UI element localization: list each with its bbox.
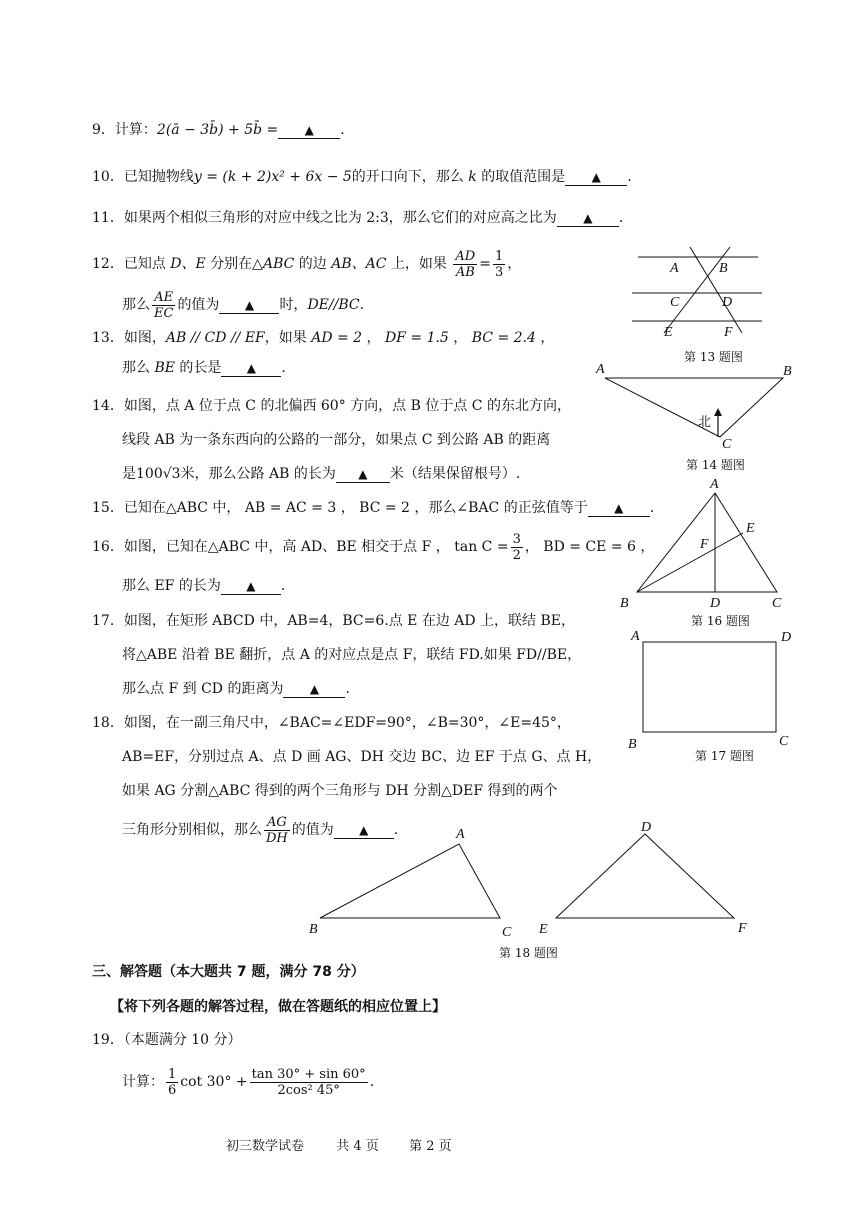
label-e: E: [746, 521, 755, 536]
label-a: A: [596, 362, 605, 377]
figure-18-caption: 第 18 题图: [499, 946, 558, 960]
label-d: D: [710, 596, 721, 611]
question-number: 15．: [92, 500, 124, 516]
section-3-instruction: 【将下列各题的解答过程，做在答题纸的相应位置上】: [110, 999, 446, 1015]
footer-subject: 初三数学试卷: [226, 1139, 305, 1154]
question-text: ，如果: [264, 330, 307, 346]
label-c: C: [772, 596, 782, 611]
label-d: D: [641, 820, 652, 835]
variable: k: [468, 169, 477, 185]
denominator: 6: [168, 1082, 177, 1098]
denominator: DH: [266, 830, 288, 846]
punctuation: ，: [507, 256, 522, 272]
answer-blank: ▲: [565, 169, 627, 186]
question-text: 米，那么公路 AB 的长为: [180, 466, 336, 482]
label-c: C: [502, 925, 512, 940]
question-text: 已知在△ABC 中， AB = AC = 3 ， BC = 2 ，那么∠BAC 的正弦值等于: [123, 500, 588, 516]
answer-blank: ▲: [334, 822, 394, 839]
punctuation: .: [393, 822, 399, 838]
punctuation: .: [281, 360, 286, 376]
punctuation: .: [618, 210, 624, 226]
numerator: 1: [494, 248, 504, 264]
figure-13-caption: 第 13 题图: [684, 350, 743, 364]
punctuation: .: [345, 681, 350, 697]
variable: DE//BC: [307, 297, 360, 313]
variable: AB、AC: [331, 256, 387, 272]
label-a: A: [670, 261, 679, 276]
label-a: A: [631, 629, 640, 644]
question-text: 的长是: [179, 360, 222, 376]
triangle-abc: [605, 378, 783, 437]
numerator: AE: [154, 289, 174, 305]
question-number: 10．: [92, 169, 124, 185]
triangle-abc: [320, 844, 500, 918]
question-text: 如图，在矩形 ABCD 中，AB=4，BC=6.点 E 在边 AD 上，联结 BE，: [123, 613, 576, 629]
answer-blank: ▲: [221, 578, 281, 595]
figure-17: [628, 629, 791, 752]
label-d: D: [781, 630, 792, 645]
question-text: 那么: [122, 297, 150, 313]
formula: y = (k + 2)x² + 6x − 5: [193, 169, 352, 185]
question-text: ， BD = CE = 6 ，: [524, 539, 655, 555]
question-text: 计算：: [114, 122, 157, 138]
numerator: AG: [266, 814, 287, 830]
punctuation: ，: [366, 330, 381, 346]
question-text: AB=EF，分别过点 A、点 D 画 AG、DH 交边 BC、边 EF 于点 G、点 H，: [122, 749, 602, 765]
label-c: C: [779, 734, 789, 749]
question-text: 那么 EF 的长为: [122, 578, 221, 594]
label-b: B: [620, 596, 629, 611]
question-text: 如果两个相似三角形的对应中线之比为 2:3，那么它们的对应高之比为: [123, 210, 557, 226]
formula: AB // CD // EF: [165, 330, 265, 346]
label-e: E: [664, 325, 673, 340]
label-b: B: [309, 922, 318, 937]
question-number: 17．: [92, 613, 124, 629]
question-text: 时，: [279, 297, 308, 313]
question-text: 三角形分别相似，那么: [122, 822, 262, 838]
question-text: 如图，: [123, 330, 166, 346]
question-text: 的开口向下，那么: [351, 169, 464, 185]
variable: D、E: [170, 256, 206, 272]
question-text: 已知抛物线: [123, 169, 194, 185]
north-label: 北: [698, 414, 712, 429]
variable: ABC: [262, 256, 295, 272]
punctuation: .: [627, 169, 632, 185]
punctuation: .: [359, 297, 365, 313]
equals-sign: =: [479, 256, 491, 272]
question-text: 的取值范围是: [481, 169, 566, 185]
label-b: B: [719, 261, 728, 276]
numerator: 1: [168, 1066, 177, 1082]
label-a: A: [456, 827, 465, 842]
figure-18: [309, 820, 747, 940]
question-number: 9．: [92, 122, 115, 138]
punctuation: ，: [453, 330, 468, 346]
formula: BC = 2.4: [471, 330, 536, 346]
question-number: 18．: [92, 715, 124, 731]
question-number: 19．: [92, 1032, 124, 1048]
figure-14-caption: 第 14 题图: [686, 458, 745, 472]
answer-blank: ▲: [557, 210, 619, 227]
punctuation: ，: [540, 330, 555, 346]
question-text: 已知点: [123, 256, 166, 272]
figure-13: [632, 247, 762, 340]
question-text: 那么: [122, 360, 150, 376]
formula: AD = 2: [311, 330, 363, 346]
question-number: 14．: [92, 398, 124, 414]
question-text: （本题满分 10 分）: [123, 1032, 242, 1048]
question-text: 如图，已知在△ABC 中，高 AD、BE 相交于点 F ， tan C =: [123, 539, 509, 555]
denominator: 2cos² 45°: [277, 1082, 340, 1098]
label-f: F: [738, 921, 747, 936]
formula: DF = 1.5: [385, 330, 449, 346]
question-text: 是: [122, 466, 136, 482]
altitude-be: [637, 533, 743, 592]
variable: BE: [154, 360, 175, 376]
answer-blank: ▲: [588, 500, 650, 517]
question-text: 计算：: [122, 1074, 164, 1090]
transversal-be: [664, 247, 733, 333]
label-d: D: [722, 295, 733, 310]
numerator: AD: [455, 248, 476, 264]
question-text: 米（结果保留根号）.: [389, 466, 521, 482]
formula: 100√3: [136, 466, 181, 482]
rectangle-abcd: [643, 642, 776, 732]
label-c: C: [670, 295, 680, 310]
question-number: 12．: [92, 256, 124, 272]
footer-total-pages: 共 4 页: [336, 1139, 379, 1154]
numerator: tan 30° + sin 60°: [251, 1066, 366, 1082]
answer-blank: ▲: [336, 466, 390, 483]
question-text: 如图，点 A 位于点 C 的北偏西 60° 方向，点 B 位于点 C 的东北方向，: [123, 398, 571, 414]
denominator: AB: [455, 264, 475, 280]
answer-blank: ▲: [219, 297, 279, 314]
north-arrow-icon: [714, 408, 722, 416]
question-text: 的值为: [177, 297, 220, 313]
formula: cot 30° +: [180, 1074, 248, 1090]
question-text: 将△ABE 沿着 BE 翻折，点 A 的对应点是点 F，联结 FD.如果 FD//BE，: [122, 647, 582, 663]
question-text: 线段 AB 为一条东西向的公路的一部分，如果点 C 到公路 AB 的距离: [122, 432, 551, 448]
question-number: 11．: [92, 210, 124, 226]
figure-17-caption: 第 17 题图: [695, 749, 754, 763]
question-text: 的值为: [291, 822, 334, 838]
label-e: E: [539, 922, 548, 937]
transversal-ad: [690, 247, 742, 333]
section-3-title: 三、解答题（本大题共 7 题，满分 78 分）: [92, 964, 365, 980]
footer-page-number: 第 2 页: [409, 1139, 452, 1154]
label-f: F: [724, 325, 733, 340]
numerator: 3: [512, 531, 521, 547]
label-b: B: [628, 737, 637, 752]
formula: 2(ā − 3b̄) + 5b̄ =: [156, 122, 279, 138]
answer-blank: ▲: [221, 360, 281, 377]
label-a: A: [710, 477, 719, 492]
figure-16: [620, 477, 782, 611]
question-text: 的边: [298, 256, 327, 272]
label-b: B: [783, 364, 792, 379]
label-f: F: [700, 537, 709, 552]
question-text: 如果 AG 分割△ABC 得到的两个三角形与 DH 分割△DEF 得到的两个: [122, 783, 558, 799]
question-text: 如图，在一副三角尺中，∠BAC=∠EDF=90°，∠B=30°，∠E=45°，: [123, 715, 571, 731]
answer-blank: ▲: [283, 681, 345, 698]
triangle-def: [556, 834, 734, 918]
denominator: EC: [154, 305, 174, 321]
denominator: 2: [512, 547, 521, 563]
denominator: 3: [494, 264, 504, 280]
figure-16-caption: 第 16 题图: [691, 614, 750, 628]
question-text: 分别在△: [210, 256, 263, 272]
punctuation: .: [649, 500, 655, 516]
figure-14: [595, 362, 792, 452]
question-text: 那么点 F 到 CD 的距离为: [122, 681, 284, 697]
question-number: 16．: [92, 539, 124, 555]
answer-blank: ▲: [278, 122, 340, 139]
label-c: C: [722, 437, 732, 452]
punctuation: .: [280, 578, 286, 594]
question-text: 上，如果: [390, 256, 447, 272]
punctuation: .: [369, 1074, 375, 1090]
question-number: 13．: [92, 330, 124, 346]
punctuation: .: [340, 122, 345, 138]
